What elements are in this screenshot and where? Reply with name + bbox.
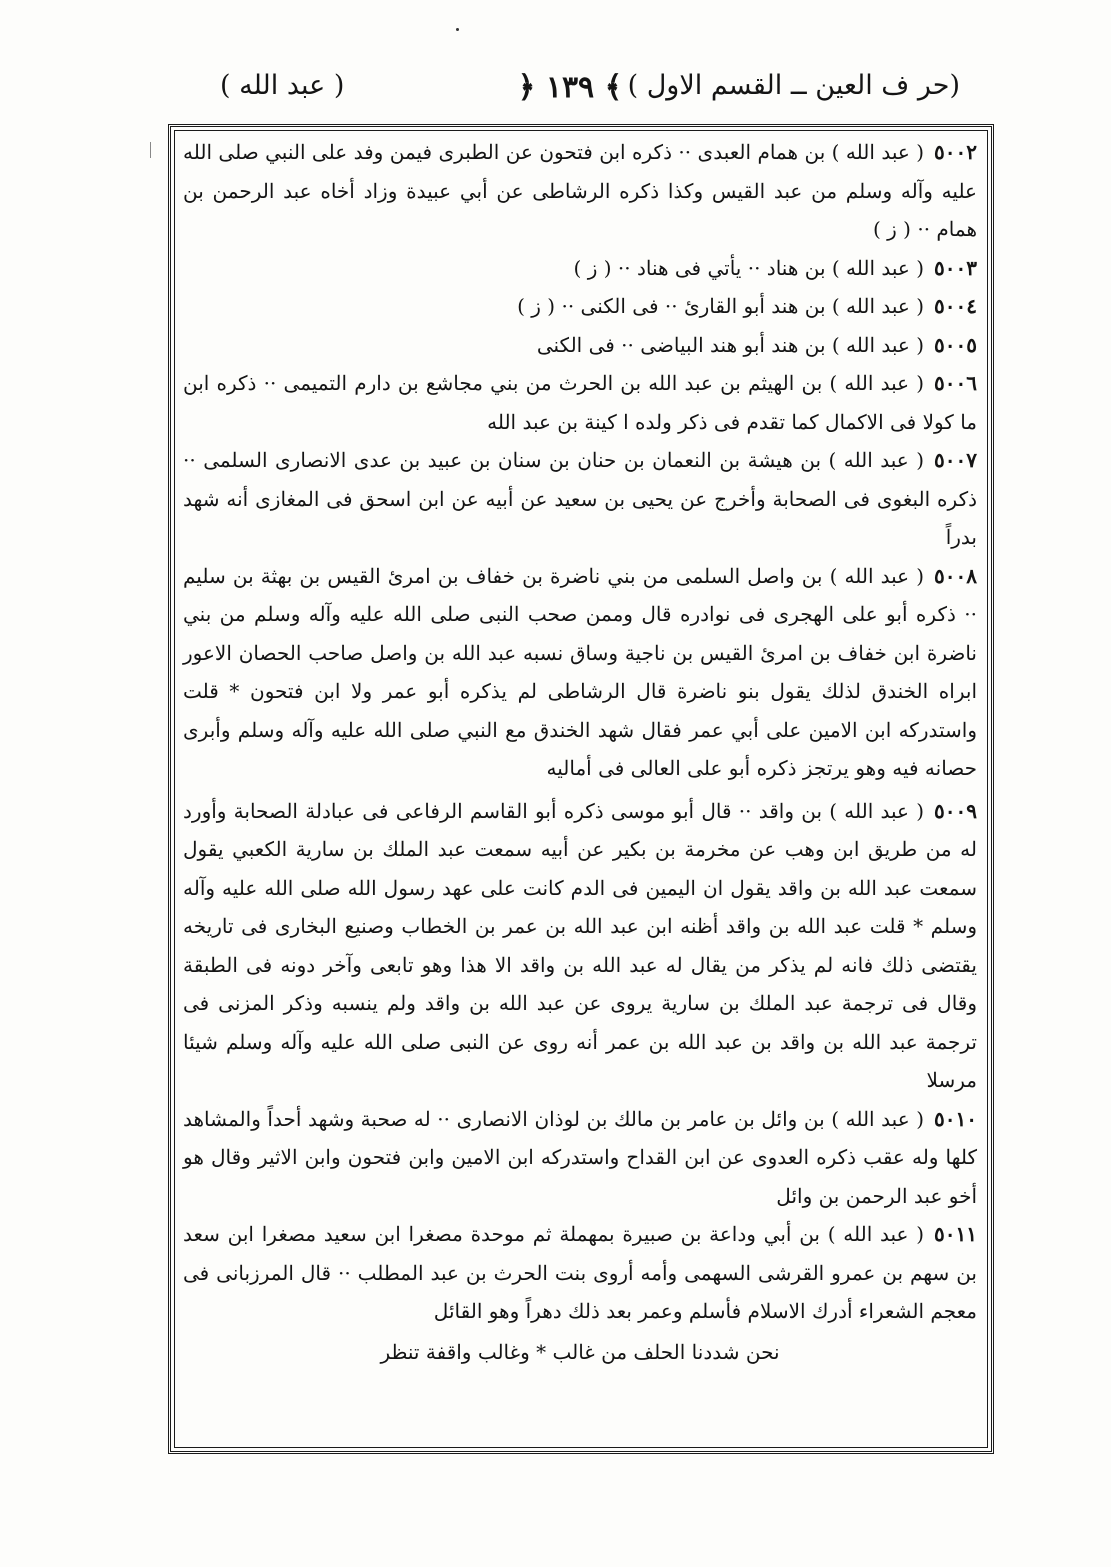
entry-number: ٥٠٠٥ — [934, 332, 977, 357]
entry-5007 — [183, 441, 977, 557]
entry-text: ( عبد الله ) بن الهيثم بن عبد الله بن الحرث من بني مجاشع بن دارم التميمى ·· ذكره ابن ما كولا فى الاكمال كما تقدم فى ذكر ولده ا كينة بن عبد الله — [183, 371, 977, 434]
chapter-title: (حر ف العين ــ القسم الاول ) — [627, 70, 960, 101]
entry-5002 — [183, 133, 977, 249]
entry-5008 — [183, 557, 977, 788]
entry-5009 — [183, 792, 977, 1100]
paper-speck — [456, 28, 459, 31]
page-header — [160, 62, 980, 116]
entry-number: ٥٠١١ — [934, 1222, 977, 1246]
entry-text: ( عبد الله ) بن واصل السلمى من بني ناضرة بن خفاف بن امرئ القيس بن بهثة بن سليم ·· ذكره أبو على الهجرى فى نوادره قال وممن صحب النبى صلى الله عليه وآله وسلم من بني ناضرة ابن خفاف بن امرئ القيس بن ناجية وساق نسبه عبد الله بن واصل صاحب الحصان الاعور ابراه الخندق لذلك يقول بنو ناضرة قال الرشاطى لم يذكره أبو عمر ولا ابن فتحون * قلت واستدركه ابن الامين على أبي عمر فقال شهد الخندق مع النبي صلى الله عليه وآله وسلم وأبرى حصانه فيه وهو يرتجز ذكره أبو على العالى فى أماليه — [183, 563, 977, 780]
entry-text: ( عبد الله ) بن همام العبدى ·· ذكره ابن فتحون عن الطبرى فيمن وفد على النبي صلى الله عليه وآله وسلم من عبد القيس وكذا ذكره الرشاطى عن أبي عبيدة وزاد أخاه عبد الرحمن بن همام ·· ( ز ) — [183, 140, 977, 241]
entry-text: ( عبد الله ) بن أبي وداعة بن صبيرة بمهملة ثم موحدة مصغرا ابن سعيد مصغرا ابن سعد بن سهم بن عمرو القرشى السهمى وأمه أروى بنت الحرث بن عبد المطلب ·· قال المرزبانى فى معجم الشعراء أدرك الاسلام فأسلم وعمر بعد ذلك دهراً وهو القائل — [183, 1222, 977, 1323]
entry-5003 — [183, 249, 977, 288]
poem-verse: نحن شددنا الحلف من غالب * وغالب واقفة تنظر — [380, 1339, 780, 1364]
entry-5005 — [183, 326, 977, 365]
text-frame — [168, 124, 994, 1454]
entry-number: ٥٠٠٢ — [934, 140, 977, 164]
entry-5011 — [183, 1215, 977, 1331]
entry-5010 — [183, 1100, 977, 1216]
entry-text: ( عبد الله ) بن هند أبو القارئ ·· فى الكنى ·· ( ز ) — [517, 294, 925, 318]
entry-number: ٥٠٠٣ — [934, 255, 977, 280]
entry-number: ٥٠١٠ — [934, 1106, 977, 1131]
entry-text: ( عبد الله ) بن وائل بن عامر بن مالك بن لوذان الانصارى ·· له صحبة وشهد أحداً والمشاهد كلها وله عقب ذكره العدوى عن ابن القداح واستدركه ابن الامين وابن فتحون وابن الاثير وقال هو أخو عبد الرحمن بن وائل — [183, 1106, 977, 1208]
entry-number: ٥٠٠٦ — [934, 371, 977, 395]
entry-5004 — [183, 287, 977, 326]
entry-number: ٥٠٠٧ — [934, 448, 977, 472]
entry-5006 — [183, 364, 977, 441]
running-head-name: ( عبد الله ) — [220, 70, 345, 101]
margin-mark — [150, 142, 151, 158]
entry-number: ٥٠٠٤ — [934, 294, 977, 318]
entry-text: ( عبد الله ) بن واقد ·· قال أبو موسى ذكره أبو القاسم الرفاعى فى عبادلة الصحابة وأورد له من طريق ابن وهب عن مخرمة بن بكير عن أبيه سمعت عبد الملك بن سارية الكعبي يقول سمعت عبد الله بن واقد يقول ان اليمين فى الدم كانت على عهد رسول الله صلى الله عليه وآله وسلم * قلت عبد الله بن واقد أظنه ابن عبد الله بن عمر بن الخطاب وصنيع البخارى فى تاريخه يقتضى ذلك فانه لم يذكر من يقال له عبد الله بن واقد الا هذا وهو تابعى وآخر دونه فى الطبقة وقال فى ترجمة عبد الملك بن سارية يروى عن عبد الله بن واقد ولم ينسبه وذكر المزنى فى ترجمة عبد الله بن واقد بن عبد الله بن عمر أنه روى عن النبى صلى الله عليه وآله وسلم شيئا مرسلا — [183, 798, 977, 1092]
entry-number: ٥٠٠٩ — [934, 798, 977, 823]
entry-text: ( عبد الله ) بن هيشة بن النعمان بن حنان بن سنان بن عبيد بن عدى الانصارى السلمى ·· ذكره البغوى فى الصحابة وأخرج عن يحيى بن سعيد عن أبيه عن ابن اسحق فى المغازى أنه شهد بدراً — [183, 448, 977, 549]
entry-text: ( عبد الله ) بن هند أبو هند البياضى ·· فى الكنى — [536, 332, 925, 357]
entry-number: ٥٠٠٨ — [934, 563, 977, 588]
entry-text: ( عبد الله ) بن هناد ·· يأتي فى هناد ·· ( ز ) — [573, 255, 925, 280]
biography-entries — [183, 133, 977, 1371]
page-number: ﴾ ١٣٩ ﴿ — [517, 70, 623, 105]
